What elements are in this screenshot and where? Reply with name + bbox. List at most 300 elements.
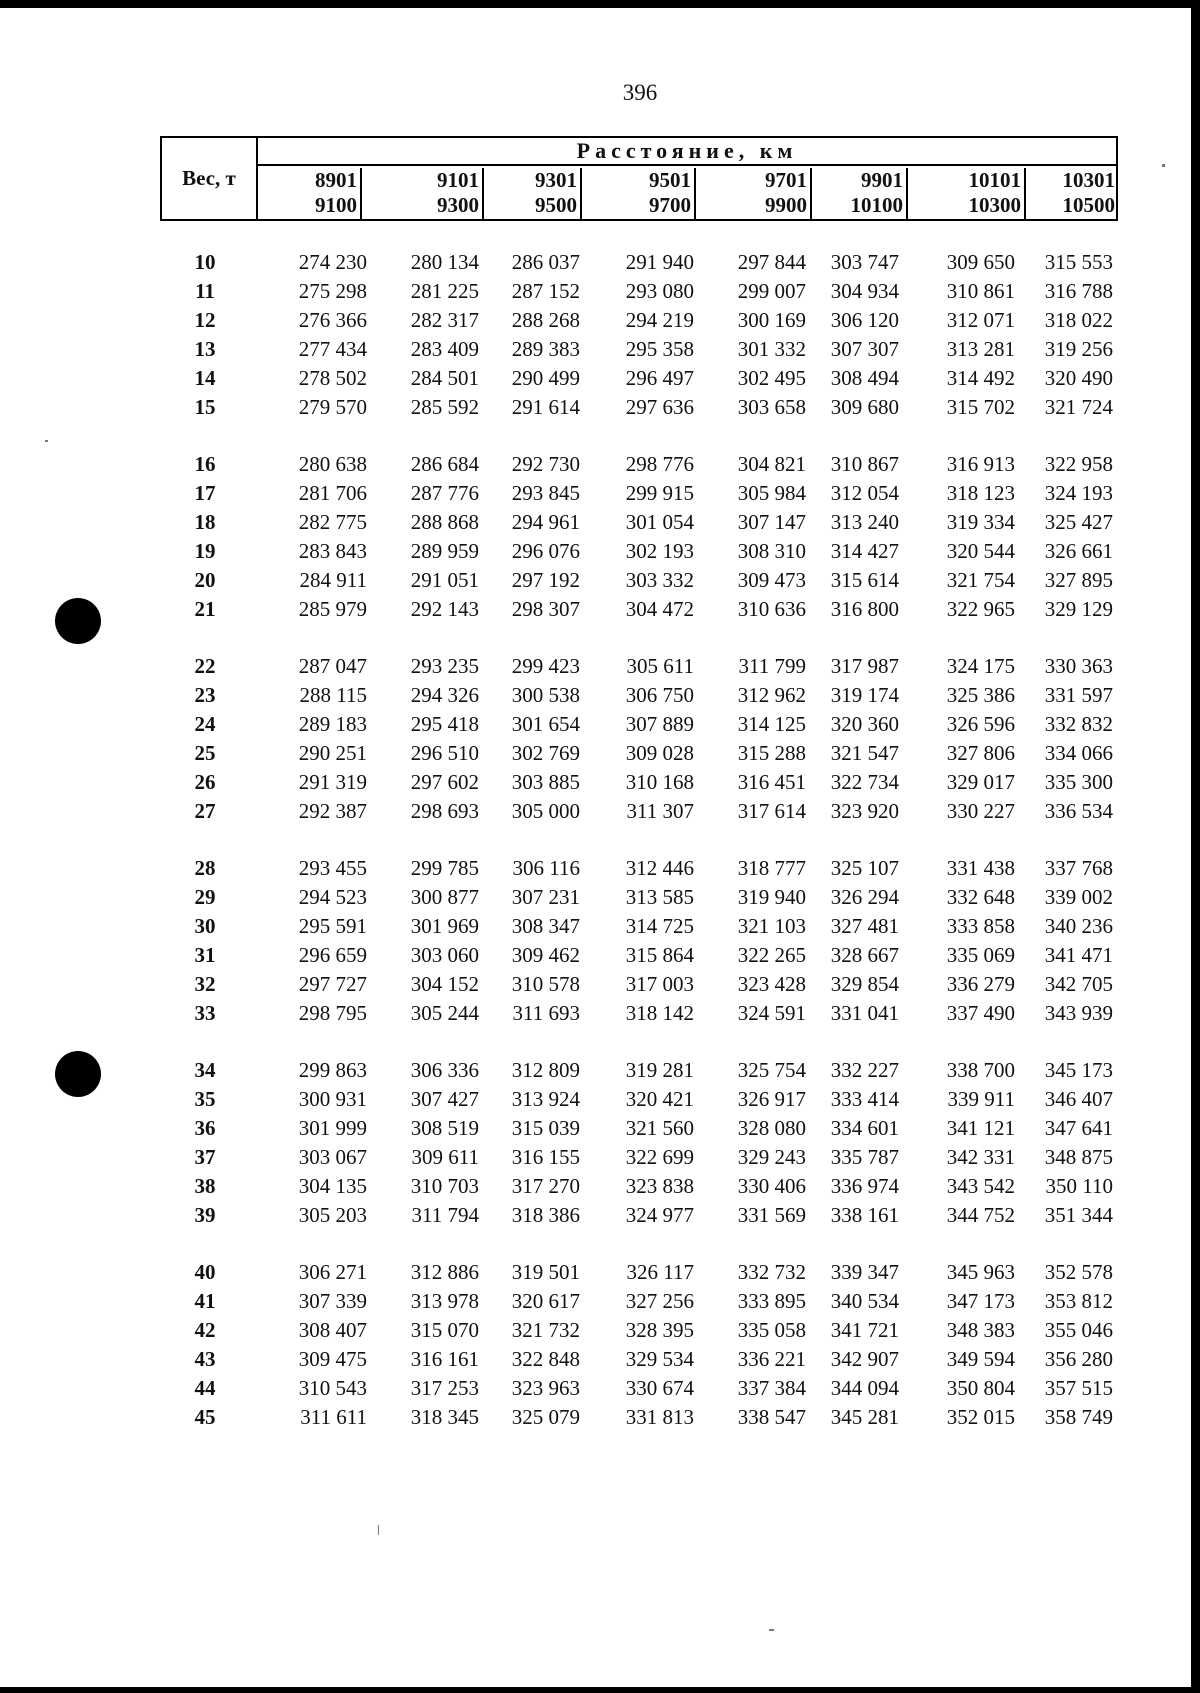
value-cell: 329 017 [946,770,1015,794]
value-cell: 336 279 [946,972,1015,996]
table-row [0,885,1200,913]
value-cell: 319 256 [1044,337,1113,361]
table-row [0,654,1200,682]
value-cell: 317 614 [737,799,806,823]
value-cell: 304 821 [737,452,806,476]
weight-cell: 27 [194,799,216,823]
value-cell: 348 383 [946,1318,1015,1342]
value-cell: 322 734 [830,770,899,794]
value-cell: 344 752 [946,1203,1015,1227]
value-cell: 289 183 [298,712,367,736]
value-cell: 323 838 [625,1174,694,1198]
value-cell: 319 940 [737,885,806,909]
value-cell: 317 987 [830,654,899,678]
range-to: 9700 [649,193,691,217]
value-cell: 302 193 [625,539,694,563]
value-cell: 309 028 [625,741,694,765]
value-cell: 297 844 [737,250,806,274]
value-cell: 298 693 [410,799,479,823]
value-cell: 296 076 [511,539,580,563]
table-row [0,1347,1200,1375]
value-cell: 320 617 [511,1289,580,1313]
value-cell: 287 776 [410,481,479,505]
value-cell: 292 387 [298,799,367,823]
value-cell: 313 924 [511,1087,580,1111]
value-cell: 335 787 [830,1145,899,1169]
value-cell: 308 310 [737,539,806,563]
value-cell: 304 934 [830,279,899,303]
table-row [0,308,1200,336]
value-cell: 324 175 [946,654,1015,678]
value-cell: 333 414 [830,1087,899,1111]
value-cell: 300 538 [511,683,580,707]
value-cell: 301 332 [737,337,806,361]
value-cell: 318 022 [1044,308,1113,332]
value-cell: 309 611 [411,1145,479,1169]
value-cell: 343 542 [946,1174,1015,1198]
weight-cell: 35 [194,1087,216,1111]
value-cell: 302 769 [511,741,580,765]
weight-cell: 32 [194,972,216,996]
distance-range-header [484,168,582,219]
value-cell: 319 174 [830,683,899,707]
value-cell: 293 235 [410,654,479,678]
value-cell: 306 120 [830,308,899,332]
value-cell: 312 071 [946,308,1015,332]
value-cell: 349 594 [946,1347,1015,1371]
weight-cell: 18 [194,510,216,534]
distance-range-header [582,168,696,219]
value-cell: 300 877 [410,885,479,909]
distance-range-header [362,168,484,219]
value-cell: 287 152 [511,279,580,303]
value-cell: 326 917 [737,1087,806,1111]
value-cell: 291 319 [298,770,367,794]
value-cell: 286 037 [511,250,580,274]
weight-cell: 20 [194,568,216,592]
weight-cell: 26 [194,770,216,794]
value-cell: 329 129 [1044,597,1113,621]
value-cell: 326 596 [946,712,1015,736]
value-cell: 322 265 [737,943,806,967]
value-cell: 280 638 [298,452,367,476]
value-cell: 347 641 [1044,1116,1113,1140]
value-cell: 296 497 [625,366,694,390]
value-cell: 323 963 [511,1376,580,1400]
value-cell: 339 002 [1044,885,1113,909]
value-cell: 308 519 [410,1116,479,1140]
table-row [0,1289,1200,1317]
scan-speck [378,1525,379,1535]
distance-range-header [696,168,812,219]
value-cell: 334 066 [1044,741,1113,765]
value-cell: 331 813 [625,1405,694,1429]
weight-cell: 25 [194,741,216,765]
value-cell: 326 117 [626,1260,694,1284]
value-cell: 346 407 [1044,1087,1113,1111]
value-cell: 300 169 [737,308,806,332]
value-cell: 312 962 [737,683,806,707]
value-cell: 297 192 [511,568,580,592]
table-row [0,1260,1200,1288]
value-cell: 281 225 [410,279,479,303]
value-cell: 292 143 [410,597,479,621]
value-cell: 335 300 [1044,770,1113,794]
value-cell: 311 693 [512,1001,580,1025]
value-cell: 325 386 [946,683,1015,707]
value-cell: 316 913 [946,452,1015,476]
weight-cell: 11 [195,279,215,303]
value-cell: 299 785 [410,856,479,880]
value-cell: 300 931 [298,1087,367,1111]
value-cell: 312 809 [511,1058,580,1082]
value-cell: 332 732 [737,1260,806,1284]
value-cell: 329 534 [625,1347,694,1371]
table-header [160,136,1118,221]
value-cell: 322 965 [946,597,1015,621]
value-cell: 332 648 [946,885,1015,909]
value-cell: 325 427 [1044,510,1113,534]
table-row [0,510,1200,538]
value-cell: 312 886 [410,1260,479,1284]
value-cell: 332 227 [830,1058,899,1082]
value-cell: 330 363 [1044,654,1113,678]
weight-cell: 45 [194,1405,216,1429]
value-cell: 296 659 [298,943,367,967]
weight-cell: 43 [194,1347,216,1371]
value-cell: 347 173 [946,1289,1015,1313]
value-cell: 281 706 [298,481,367,505]
range-from: 9101 [437,168,479,192]
value-cell: 297 602 [410,770,479,794]
value-cell: 321 732 [511,1318,580,1342]
weight-cell: 19 [194,539,216,563]
value-cell: 328 080 [737,1116,806,1140]
value-cell: 332 832 [1044,712,1113,736]
table-row [0,683,1200,711]
value-cell: 339 911 [947,1087,1015,1111]
value-cell: 302 495 [737,366,806,390]
value-cell: 352 015 [946,1405,1015,1429]
value-cell: 337 490 [946,1001,1015,1025]
value-cell: 338 547 [737,1405,806,1429]
value-cell: 342 331 [946,1145,1015,1169]
value-cell: 321 560 [625,1116,694,1140]
weight-cell: 38 [194,1174,216,1198]
value-cell: 330 406 [737,1174,806,1198]
table-row [0,943,1200,971]
weight-cell: 42 [194,1318,216,1342]
weight-cell: 30 [194,914,216,938]
value-cell: 317 270 [511,1174,580,1198]
value-cell: 315 702 [946,395,1015,419]
scan-speck [1162,164,1165,167]
value-cell: 348 875 [1044,1145,1113,1169]
value-cell: 298 776 [625,452,694,476]
value-cell: 355 046 [1044,1318,1113,1342]
value-cell: 310 861 [946,279,1015,303]
value-cell: 315 288 [737,741,806,765]
value-cell: 336 534 [1044,799,1113,823]
value-cell: 315 614 [830,568,899,592]
value-cell: 320 544 [946,539,1015,563]
value-cell: 343 939 [1044,1001,1113,1025]
value-cell: 322 699 [625,1145,694,1169]
value-cell: 318 386 [511,1203,580,1227]
value-cell: 356 280 [1044,1347,1113,1371]
table-row [0,712,1200,740]
range-from: 9501 [649,168,691,192]
value-cell: 306 750 [625,683,694,707]
value-cell: 274 230 [298,250,367,274]
value-cell: 315 553 [1044,250,1113,274]
value-cell: 303 658 [737,395,806,419]
value-cell: 308 407 [298,1318,367,1342]
value-cell: 295 358 [625,337,694,361]
value-cell: 339 347 [830,1260,899,1284]
value-cell: 293 455 [298,856,367,880]
value-cell: 325 079 [511,1405,580,1429]
weight-cell: 34 [194,1058,216,1082]
weight-cell: 39 [194,1203,216,1227]
value-cell: 350 804 [946,1376,1015,1400]
value-cell: 327 481 [830,914,899,938]
value-cell: 351 344 [1044,1203,1113,1227]
value-cell: 285 592 [410,395,479,419]
value-cell: 306 116 [512,856,580,880]
value-cell: 309 462 [511,943,580,967]
value-cell: 313 240 [830,510,899,534]
weight-cell: 33 [194,1001,216,1025]
value-cell: 321 754 [946,568,1015,592]
value-cell: 314 125 [737,712,806,736]
value-cell: 331 041 [830,1001,899,1025]
value-cell: 282 775 [298,510,367,534]
value-cell: 316 451 [737,770,806,794]
value-cell: 312 054 [830,481,899,505]
value-cell: 298 307 [511,597,580,621]
value-cell: 275 298 [298,279,367,303]
value-cell: 317 253 [410,1376,479,1400]
scan-edge-bottom [0,1687,1200,1693]
value-cell: 307 231 [511,885,580,909]
table-row [0,366,1200,394]
table-row [0,395,1200,423]
range-from: 9301 [535,168,577,192]
table-row [0,597,1200,625]
table-row [0,481,1200,509]
value-cell: 301 969 [410,914,479,938]
weight-column-header: Вес, т [162,138,258,219]
table-row [0,250,1200,278]
value-cell: 352 578 [1044,1260,1113,1284]
value-cell: 310 543 [298,1376,367,1400]
value-cell: 290 499 [511,366,580,390]
value-cell: 278 502 [298,366,367,390]
value-cell: 338 700 [946,1058,1015,1082]
value-cell: 308 494 [830,366,899,390]
range-from: 8901 [315,168,357,192]
value-cell: 329 854 [830,972,899,996]
table-row [0,452,1200,480]
table-row [0,741,1200,769]
distance-range-header [258,168,362,219]
page-number: 396 [622,80,658,105]
weight-cell: 14 [194,366,216,390]
value-cell: 318 142 [625,1001,694,1025]
value-cell: 322 958 [1044,452,1113,476]
value-cell: 324 591 [737,1001,806,1025]
value-cell: 318 777 [737,856,806,880]
value-cell: 293 080 [625,279,694,303]
weight-cell: 13 [194,337,216,361]
value-cell: 344 094 [830,1376,899,1400]
distance-range-header [1026,168,1118,219]
value-cell: 327 256 [625,1289,694,1313]
value-cell: 276 366 [298,308,367,332]
value-cell: 313 281 [946,337,1015,361]
value-cell: 327 895 [1044,568,1113,592]
scan-speck [769,1629,774,1631]
value-cell: 350 110 [1045,1174,1113,1198]
value-cell: 292 730 [511,452,580,476]
value-cell: 321 724 [1044,395,1113,419]
value-cell: 311 799 [738,654,806,678]
value-cell: 309 650 [946,250,1015,274]
value-cell: 291 614 [511,395,580,419]
range-from: 9701 [765,168,807,192]
value-cell: 335 069 [946,943,1015,967]
value-cell: 333 858 [946,914,1015,938]
value-cell: 325 107 [830,856,899,880]
table-row [0,1001,1200,1029]
value-cell: 280 134 [410,250,479,274]
value-cell: 284 911 [299,568,367,592]
value-cell: 345 963 [946,1260,1015,1284]
value-cell: 315 864 [625,943,694,967]
value-cell: 301 654 [511,712,580,736]
value-cell: 308 347 [511,914,580,938]
value-cell: 294 219 [625,308,694,332]
value-cell: 315 070 [410,1318,479,1342]
value-cell: 330 674 [625,1376,694,1400]
value-cell: 313 585 [625,885,694,909]
weight-cell: 24 [194,712,216,736]
value-cell: 310 578 [511,972,580,996]
value-cell: 328 667 [830,943,899,967]
weight-cell: 29 [194,885,216,909]
weight-cell: 28 [194,856,216,880]
value-cell: 286 684 [410,452,479,476]
value-cell: 303 060 [410,943,479,967]
range-to: 9900 [765,193,807,217]
table-row [0,770,1200,798]
value-cell: 298 795 [298,1001,367,1025]
table-row [0,337,1200,365]
value-cell: 289 959 [410,539,479,563]
value-cell: 296 510 [410,741,479,765]
value-cell: 329 243 [737,1145,806,1169]
weight-cell: 31 [194,943,216,967]
value-cell: 304 472 [625,597,694,621]
value-cell: 335 058 [737,1318,806,1342]
weight-cell: 10 [194,250,216,274]
table-row [0,568,1200,596]
value-cell: 316 800 [830,597,899,621]
value-cell: 295 591 [298,914,367,938]
value-cell: 320 490 [1044,366,1113,390]
table-row [0,1058,1200,1086]
table-row [0,1318,1200,1346]
value-cell: 320 360 [830,712,899,736]
value-cell: 342 907 [830,1347,899,1371]
value-cell: 304 135 [298,1174,367,1198]
value-cell: 295 418 [410,712,479,736]
value-cell: 340 236 [1044,914,1113,938]
value-cell: 334 601 [830,1116,899,1140]
value-cell: 317 003 [625,972,694,996]
value-cell: 314 492 [946,366,1015,390]
value-cell: 305 244 [410,1001,479,1025]
value-cell: 306 271 [298,1260,367,1284]
weight-cell: 17 [194,481,216,505]
value-cell: 299 915 [625,481,694,505]
value-cell: 312 446 [625,856,694,880]
value-cell: 288 868 [410,510,479,534]
value-cell: 340 534 [830,1289,899,1313]
value-cell: 304 152 [410,972,479,996]
value-cell: 330 227 [946,799,1015,823]
value-cell: 321 103 [737,914,806,938]
value-cell: 337 384 [737,1376,806,1400]
range-to: 9300 [437,193,479,217]
value-cell: 327 806 [946,741,1015,765]
value-cell: 316 788 [1044,279,1113,303]
weight-cell: 36 [194,1116,216,1140]
value-cell: 318 345 [410,1405,479,1429]
value-cell: 291 940 [625,250,694,274]
value-cell: 303 747 [830,250,899,274]
weight-cell: 44 [194,1376,216,1400]
value-cell: 313 978 [410,1289,479,1313]
value-cell: 326 294 [830,885,899,909]
value-cell: 303 332 [625,568,694,592]
table-row [0,1145,1200,1173]
table-row [0,1116,1200,1144]
value-cell: 301 999 [298,1116,367,1140]
value-cell: 319 334 [946,510,1015,534]
value-cell: 305 000 [511,799,580,823]
table-row [0,972,1200,1000]
table-row [0,799,1200,827]
value-cell: 319 501 [511,1260,580,1284]
scan-speck [45,440,48,442]
value-cell: 289 383 [511,337,580,361]
value-cell: 291 051 [410,568,479,592]
value-cell: 331 597 [1044,683,1113,707]
value-cell: 279 570 [298,395,367,419]
value-cell: 311 611 [300,1405,367,1429]
value-cell: 309 473 [737,568,806,592]
value-cell: 331 438 [946,856,1015,880]
value-cell: 294 523 [298,885,367,909]
value-cell: 311 307 [626,799,694,823]
value-cell: 316 155 [511,1145,580,1169]
range-from: 10101 [968,168,1021,192]
value-cell: 283 843 [298,539,367,563]
range-to: 10500 [1062,193,1115,217]
value-cell: 307 147 [737,510,806,534]
